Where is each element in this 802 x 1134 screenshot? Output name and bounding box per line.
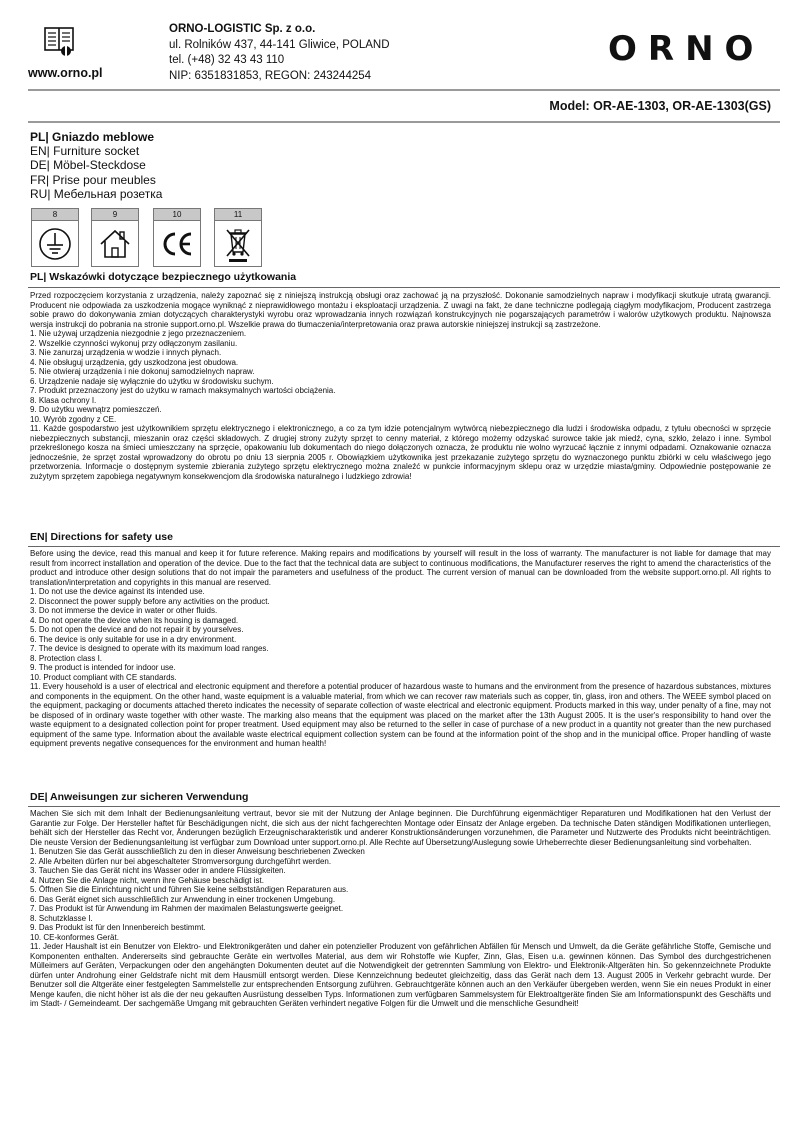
list-item: 6. Das Gerät eignet sich ausschließlich zur Anwendung in einer trockenen Umgebung. xyxy=(30,894,336,904)
product-name-de: DE| Möbel-Steckdose xyxy=(30,158,146,173)
brand-logo: ORNO xyxy=(608,29,765,69)
section-intro: Before using the device, read this manual and keep it for future reference. Making repairs and modifications by yourself will result in the loss of warranty. The manufacturer is not liable for damage that may result from incorrect installation and operation of the device. Due to the fact that the technical data are subject to continuous modifications, the Manufacturer reserves the right to amend the characteristics of the product and introduce other design solutions that do not impair the parameters and usefulness of the product. The current version of manual can be downloaded from the website support.orno.pl. All rights to translation/interpretation and copyrights in this manual are reserved. xyxy=(30,549,771,587)
pictogram-number: 10 xyxy=(154,209,200,221)
pictogram-number: 8 xyxy=(32,209,78,221)
list-item: 5. Do not open the device and do not repair it by yourselves. xyxy=(30,625,244,634)
section-list xyxy=(30,847,771,1009)
company-info xyxy=(169,22,390,84)
list-item: 5. Öffnen Sie die Einrichtung nicht und führen Sie keine selbstständigen Reparaturen aus. xyxy=(30,885,349,894)
section-intro: Przed rozpoczęciem korzystania z urządzenia, należy zapoznać się z niniejszą instrukcją obsługi oraz zachować ją na przyszłość. Dokonanie samodzielnych napraw i modyfikacji skutkuje utratą gwarancji. Producent nie odpowiada za uszkodzenia mogące wyniknąć z nieprawidłowego montażu i eksploatacji urządzenia. Z uwagi na fakt, że dane techniczne podlegają ciągłym modyfikacjom, Producent zastrzega sobie prawo do dokonywania zmian dotyczących charakterystyki wyrobu oraz wprowadzania innych rozwiązań konstrukcyjnych nie pogarszających parametrów i walorów użytkowych produktu. Najnowsza wersja instrukcji do pobrania na stronie support.orno.pl. Wszelkie prawa do tłumaczenia/interpretowania oraz prawa autorskie niniejszej instrukcji są zastrzeżone. xyxy=(30,291,771,329)
pictogram-11 xyxy=(214,208,262,267)
list-item: 11. Każde gospodarstwo jest użytkownikiem sprzętu elektrycznego i elektronicznego, a co za tym idzie potencjalnym wytwórcą niebezpiecznego dla ludzi i środowiska odpadu, z tytułu obecności w sprzęcie niebezpiecznych substancji, mieszanin oraz części składowych. Z drugiej strony zużyty sprzęt to cenny materiał, z którego możemy odzyskać surowce takie jak miedź, cyna, szkło, żelazo i inne. Symbol przekreślonego kosza na śmieci umieszczany na sprzęcie, opakowaniu lub dokumentach do niego dołączonych oznacza, że produktu nie wolno wyrzucać łącznie z innymi odpadami. Oznakowanie oznacza jednocześnie, że sprzęt został wprowadzony do obrotu po dniu 13 sierpnia 2005 r. Obowiązkiem użytkownika jest przekazanie zużytego sprzętu do wyznaczonego punktu zbiórki w celu właściwego jego przetworzenia. Informacje o dostępnym systemie zbierania zużytego sprzętu elektrycznego można znaleźć w punkcie informacyjnym sklepu oraz w urzędzie miasta/gminy. Odpowiednie postępowanie ze zużytym sprzętem zapobiega negatywnym konsekwencjom dla środowiska naturalnego i ludzkiego zdrowia! xyxy=(30,424,771,481)
protection-class-1-icon xyxy=(37,226,73,262)
list-item: 10. Product compliant with CE standards. xyxy=(30,672,177,682)
list-item: 7. Produkt przeznaczony jest do użytku w ramach maksymalnych wartości obciążenia. xyxy=(30,386,336,395)
list-item: 3. Do not immerse the device in water or other fluids. xyxy=(30,606,218,615)
list-item: 1. Nie używaj urządzenia niezgodnie z jego przeznaczeniem. xyxy=(30,329,247,338)
section-body-en xyxy=(30,549,771,749)
section-title-de: DE| Anweisungen zur sicheren Verwendung xyxy=(30,791,249,803)
list-item: 1. Benutzen Sie das Gerät ausschließlich zu den in dieser Anweisung beschriebenen Zwecken xyxy=(30,847,365,856)
list-item: 4. Do not operate the device when its housing is damaged. xyxy=(30,615,239,625)
company-phone: tel. (+48) 32 43 43 110 xyxy=(169,54,285,66)
section-title-pl: PL| Wskazówki dotyczące bezpiecznego użytkowania xyxy=(30,271,297,283)
section-divider xyxy=(28,806,780,807)
section-divider xyxy=(28,546,780,547)
list-item: 9. The product is intended for indoor use. xyxy=(30,663,176,672)
section-list xyxy=(30,329,771,481)
list-item: 11. Jeder Haushalt ist ein Benutzer von Elektro- und Elektronikgeräten und daher ein potenzieller Produzent von gefährlichen Abfällen für Mensch und Umwelt, da die Geräte gefährliche Stoffe, Gemische und Komponenten enthalten. Andererseits sind gebrauchte Geräte ein wertvolles Material, aus dem wir Rohstoffe wie Kupfer, Zinn, Glas, Eisen u.a. gewinnen können. Das Symbol des durchgestrichenen Mülleimers auf Geräten, Verpackungen oder den angehängten Dokumenten deutet auf die Notwendigkeit der getrennten Sammlung von Elektro- und Elektronik-Altgeräten hin. So gekennzeichnete Produkte dürfen unter Androhung einer Geldstrafe nicht mit dem Hausmüll entsorgt werden. Diese Kennzeichnung bedeutet gleichzeitig, dass das Gerät nach dem 13. August 2005 in Verkehr gebracht wurde. Der Benutzer soll die Altgeräte einer festgelegten Sammelstelle zur entsprechenden Entsorgung zuführen. Gebrauchtgeräte können auch an den Verkäufer übergeben werden, wenn Sie ein neues Produkt in einer Menge kaufen, die nicht höher ist als die der neu gekauften Ausrüstung desselben Typs. Informationen zum verfügbaren Sammelsystem für Elektroaltgeräte finden Sie am Informationspunkt des Geschäfts und im Stadt- / Gemeindeamt. Der sachgemäße Umgang mit gebrauchten Geräten verhindert negative Folgen für die Umwelt und die menschliche Gesundheit! xyxy=(30,942,771,1008)
list-item: 6. The device is only suitable for use in a dry environment. xyxy=(30,634,237,644)
website-link[interactable]: www.orno.pl xyxy=(28,66,103,80)
list-item: 7. The device is designed to operate with its maximum load ranges. xyxy=(30,644,269,653)
list-item: 7. Das Produkt ist für Anwendung im Rahmen der maximalen Belastungswerte geeignet. xyxy=(30,904,344,913)
list-item: 8. Protection class I. xyxy=(30,653,103,663)
pictogram-10 xyxy=(153,208,201,267)
indoor-use-icon xyxy=(97,226,133,262)
section-divider xyxy=(28,287,780,288)
list-item: 3. Tauchen Sie das Gerät nicht ins Wasser oder in andere Flüssigkeiten. xyxy=(30,866,286,875)
product-names xyxy=(30,130,162,201)
model-number: Model: OR-AE-1303, OR-AE-1303(GS) xyxy=(549,99,771,113)
company-address: ul. Rolników 437, 44-141 Gliwice, POLAND xyxy=(169,38,390,51)
list-item: 8. Schutzklasse I. xyxy=(30,913,93,923)
list-item: 5. Nie otwieraj urządzenia i nie dokonuj samodzielnych napraw. xyxy=(30,367,255,376)
pictogram-number: 9 xyxy=(92,209,138,221)
list-item: 4. Nutzen Sie die Anlage nicht, wenn ihre Gehäuse beschädigt ist. xyxy=(30,875,264,885)
list-item: 9. Do użytku wewnątrz pomieszczeń. xyxy=(30,405,162,414)
section-title-en: EN| Directions for safety use xyxy=(30,531,173,543)
list-item: 8. Klasa ochrony I. xyxy=(30,395,97,405)
list-item: 1. Do not use the device against its intended use. xyxy=(30,587,205,596)
list-item: 6. Urządzenie nadaje się wyłącznie do użytku w środowisku suchym. xyxy=(30,376,274,386)
list-item: 9. Das Produkt ist für den Innenbereich bestimmt. xyxy=(30,923,206,932)
ce-mark-icon xyxy=(158,226,196,262)
list-item: 2. Alle Arbeiten dürfen nur bei abgeschalteter Stromversorgung durchgeführt werden. xyxy=(30,856,332,866)
section-intro: Machen Sie sich mit dem Inhalt der Bedienungsanleitung vertraut, bevor sie mit der Nutzung der Anlage beginnen. Die Durchführung eigenmächtiger Reparaturen und Modifikationen hat den Verlust der Garantie zur Folge. Der Hersteller haftet für Beschädigungen nicht, die sich aus der nicht fachgerechten Montage oder Einsatz der Anlage ergeben. Da technische Daten ständigen Modifikationen unterliegen, behält sich der Hersteller das Recht vor, Änderungen bezüglich Erzeugnischarakteristik und anderer Konstruktionsänderungen vorzunehmen, die Parameter und Nutzwerte des Produkts nicht beeinträchtigen. Die neuste Version der Bedienungsanleitung ist verfügbar zum Download unter support.orno.pl. Alle Rechte auf Übersetzung/Auslegung sowie Urheberrechte dieser Bedienungsanleitung sind vorbehalten. xyxy=(30,809,771,847)
list-item: 10. CE-konformes Gerät. xyxy=(30,932,119,942)
list-item: 10. Wyrób zgodny z CE. xyxy=(30,414,117,424)
header-divider xyxy=(28,89,780,91)
list-item: 3. Nie zanurzaj urządzenia w wodzie i innych płynach. xyxy=(30,348,222,357)
product-name-ru: RU| Мебельная розетка xyxy=(30,186,163,201)
company-name: ORNO-LOGISTIC Sp. z o.o. xyxy=(169,23,316,35)
section-body-pl xyxy=(30,291,771,481)
list-item: 2. Wszelkie czynności wykonuj przy odłączonym zasilaniu. xyxy=(30,338,238,348)
list-item: 11. Every household is a user of electrical and electronic equipment and therefore a potential producer of hazardous waste to humans and the environment from the presence of hazardous substances, mixtures and components in the equipment. On the other hand, waste equipment is a valuable material, from which we can recover raw materials such as copper, tin, glass, iron and others. The WEEE symbol placed on the equipment, packaging or documents attached thereto indicates the necessity of separate collection of waste electrical and electronic equipment. Products marked in this way, under penalty of a fine, may not be disposed of in ordinary waste together with other waste. The marking also means that the equipment was placed on the market after the 13th August 2005. It is the user's responsibility to hand over the waste equipment to a designated collection point for proper treatment. Used equipment may also be returned to the seller in case of purchase of a new product in a quantity not greater than the new purchased equipment of the same type. Information about the available waste electrical equipment collection system can be found at the information point of the shop and in the municipal office. Proper handling of waste equipment prevents negative consequences for the environment and human health! xyxy=(30,682,771,748)
product-name-fr: FR| Prise pour meubles xyxy=(30,172,156,187)
pictogram-8 xyxy=(31,208,79,267)
product-name-pl: PL| Gniazdo meblowe xyxy=(30,130,155,144)
list-item: 2. Disconnect the power supply before any activities on the product. xyxy=(30,596,270,606)
pictogram-number: 11 xyxy=(215,209,261,221)
section-list xyxy=(30,587,771,749)
manual-book-icon xyxy=(44,26,74,58)
section-body-de xyxy=(30,809,771,1009)
pictogram-9 xyxy=(91,208,139,267)
model-divider xyxy=(28,121,780,123)
product-name-en: EN| Furniture socket xyxy=(30,144,140,159)
list-item: 4. Nie obsługuj urządzenia, gdy uszkodzona jest obudowa. xyxy=(30,357,239,367)
company-ids: NIP: 6351831853, REGON: 243244254 xyxy=(169,69,372,82)
weee-crossed-bin-icon xyxy=(220,226,256,264)
